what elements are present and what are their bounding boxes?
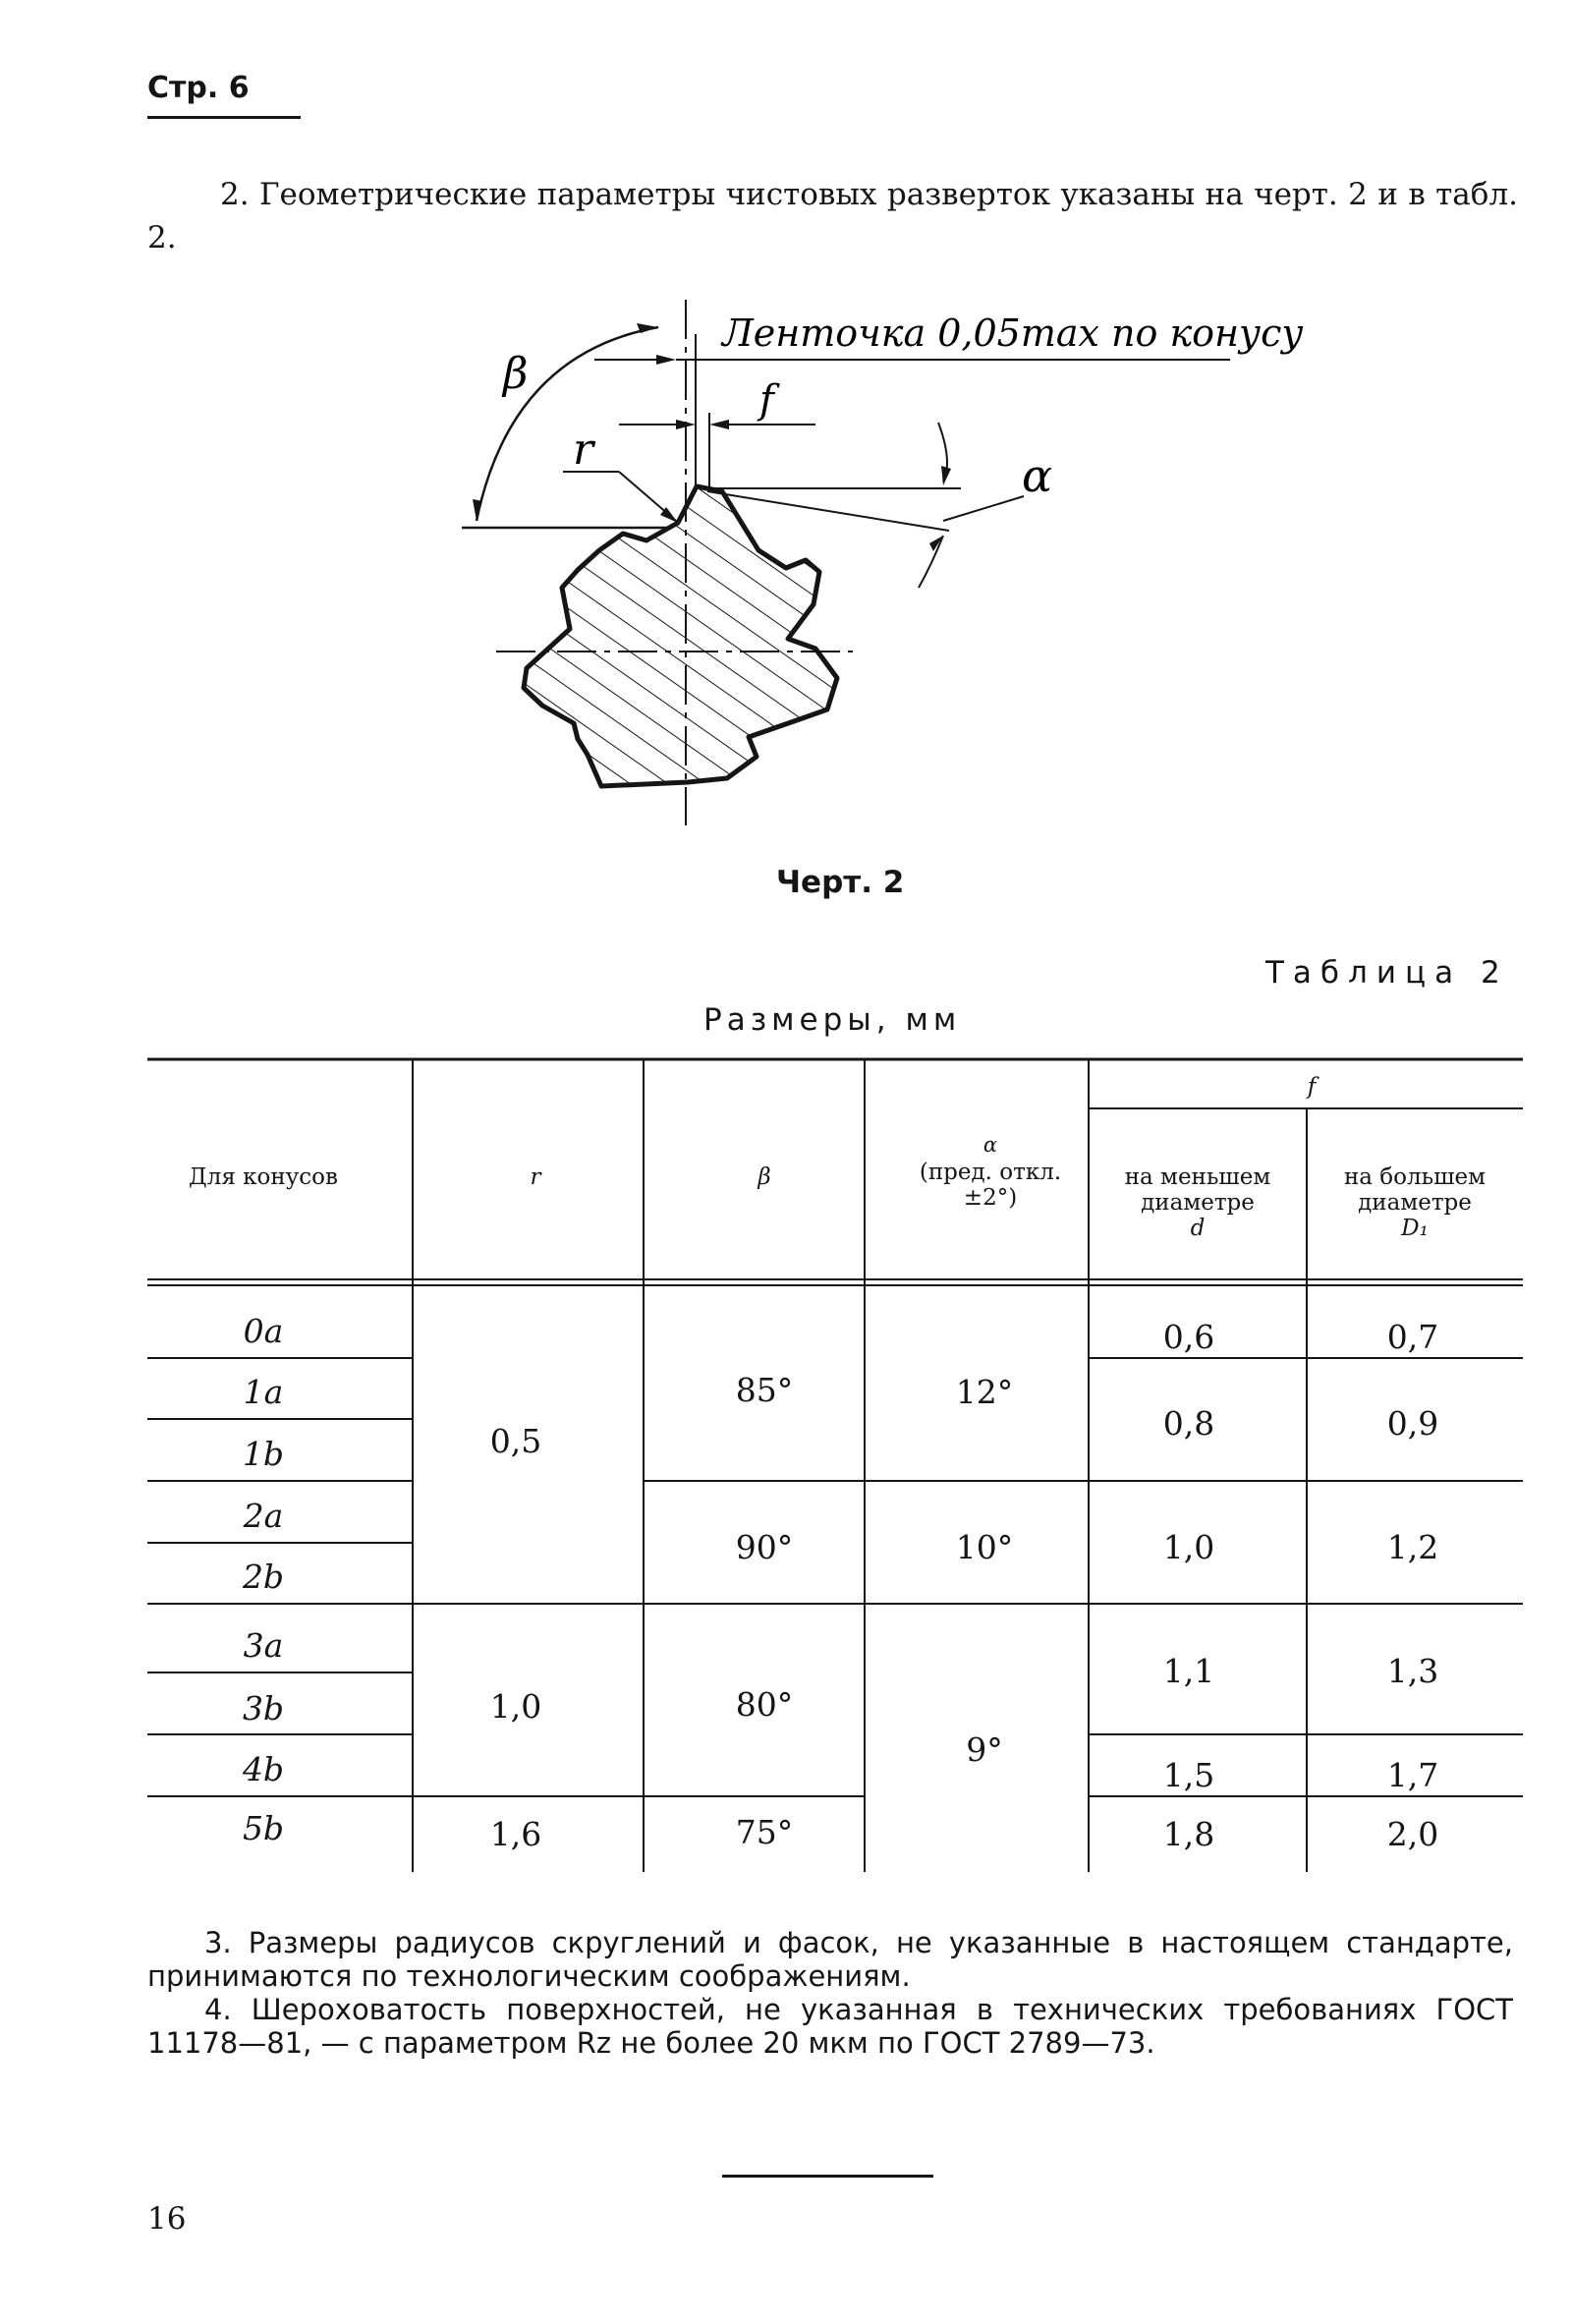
header-f-large-line3: D₁ [1401,1216,1429,1241]
paragraph-2: 2. Геометрические параметры чистовых разверток указаны на черт. 2 и в табл. 2. [147,177,1518,255]
drawing-caption: Черт. 2 [776,865,905,900]
header-f-small-line3: d [1190,1216,1206,1241]
table-units: Размеры, мм [703,1002,962,1038]
f-small-cell: 0,8 [1162,1404,1215,1443]
paragraph-3: 3. Размеры радиусов скруглений и фасок, не указанные в настоящем стандарте, принимаются по технологическим соображениям. [147,1926,1513,1993]
alpha-cell: 12° [955,1373,1014,1411]
f-small-cell: 0,6 [1162,1318,1215,1356]
r-cell: 1,6 [489,1815,542,1853]
f-large-cell: 0,7 [1386,1318,1439,1356]
reamer-drawing [0,295,1572,845]
alpha-label: α [1022,449,1053,502]
header-alpha-line1: (пред. откл. [919,1160,1062,1185]
paragraph-4: 4. Шероховатость поверхностей, не указанная в технических требованиях ГОСТ 11178—81, — с параметром Rz не более 20 мкм по ГОСТ 2789—73. [147,1993,1513,2060]
f-large-cell: 2,0 [1386,1815,1439,1853]
reamer-cross-section [524,486,837,786]
r-cell: 0,5 [489,1422,542,1460]
header-beta: β [758,1164,771,1190]
header-cone: Для конусов [189,1164,338,1190]
beta-label: β [503,349,529,399]
cone-cell: 1a [243,1373,284,1411]
f-large-cell: 1,2 [1386,1528,1439,1566]
cone-cell: 4b [242,1750,285,1788]
r-label: r [573,425,594,475]
alpha-cell: 9° [966,1730,1003,1769]
header-f-small-line1: на меньшем [1124,1164,1271,1190]
page-number: 16 [147,2201,187,2237]
cone-cell: 2a [243,1497,284,1535]
header-alpha-symbol: α [982,1133,998,1157]
footer-rule [722,2175,933,2178]
page-header: Стр. 6 [147,71,250,105]
beta-cell: 75° [735,1813,794,1851]
header-f: f [1307,1074,1317,1100]
f-small-cell: 1,1 [1162,1652,1215,1690]
f-small-cell: 1,5 [1162,1756,1215,1794]
header-alpha-line2: ±2°) [963,1185,1018,1211]
header-rule [147,116,301,119]
table-2 [0,1042,1572,1887]
cone-cell: 1b [242,1435,285,1473]
header-f-small-line2: диаметре [1141,1190,1255,1216]
r-cell: 1,0 [489,1687,542,1726]
header-f-large-line2: диаметре [1358,1190,1472,1216]
f-small-cell: 1,0 [1162,1528,1215,1566]
callout-label: Ленточка 0,05max по конусу [722,312,1304,355]
cone-cell: 3b [242,1689,285,1728]
f-large-cell: 1,7 [1386,1756,1439,1794]
f-small-cell: 1,8 [1162,1815,1215,1853]
header-f-large-line1: на большем [1343,1164,1487,1190]
cone-cell: 5b [242,1809,285,1847]
cone-cell: 2b [242,1558,285,1596]
f-large-cell: 1,3 [1386,1652,1439,1690]
beta-cell: 85° [735,1371,794,1409]
cone-cell: 3a [243,1626,284,1665]
f-large-cell: 0,9 [1386,1404,1439,1443]
table-title: Таблица 2 [1265,955,1509,991]
header-r: r [530,1164,541,1190]
beta-cell: 80° [735,1685,794,1724]
alpha-cell: 10° [955,1528,1014,1566]
beta-cell: 90° [735,1528,794,1566]
f-label: f [759,377,774,423]
cone-cell: 0a [243,1312,284,1350]
